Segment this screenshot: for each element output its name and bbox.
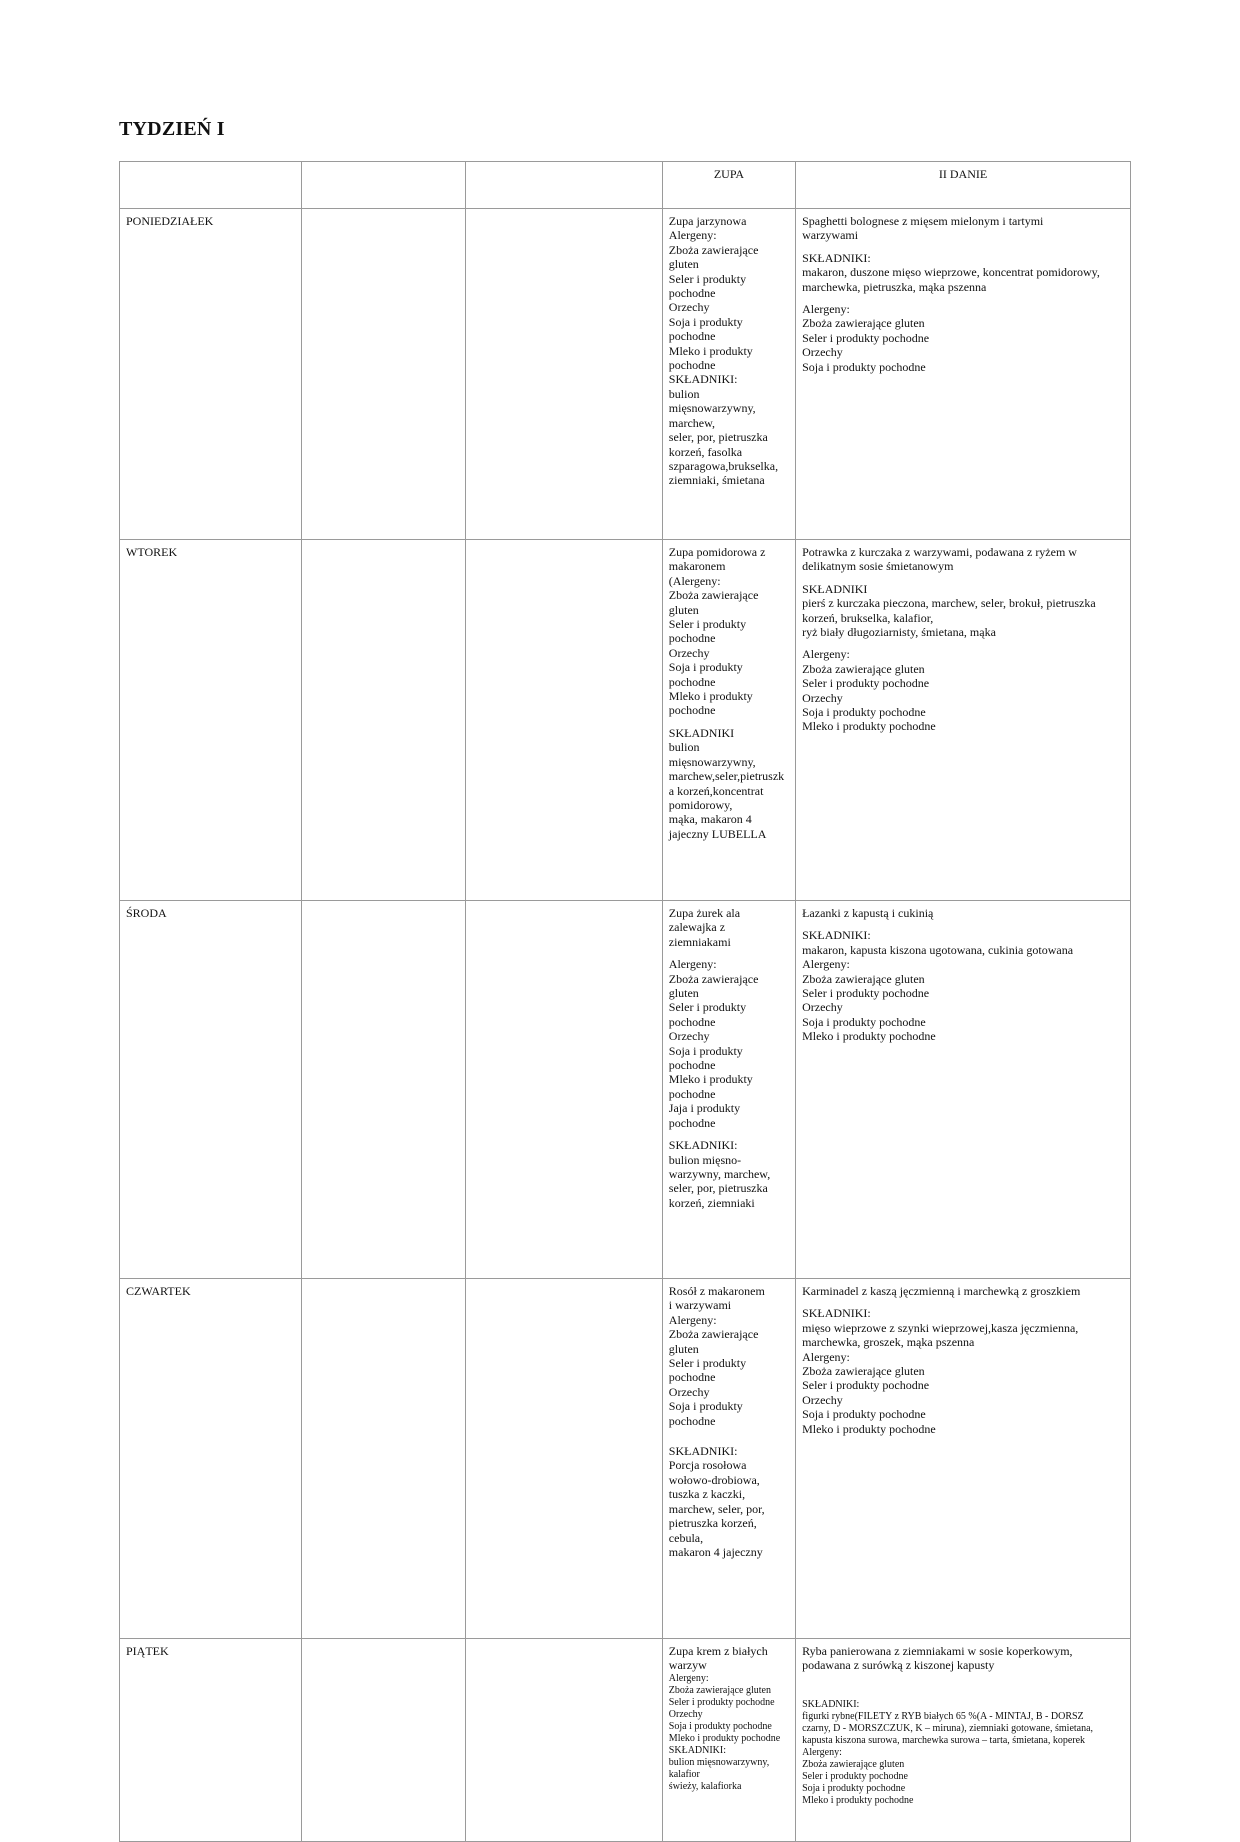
menu-line: Zupa żurek ala xyxy=(668,906,741,920)
menu-line: ziemniaki, śmietana xyxy=(668,473,765,488)
menu-line: marchewka, pietruszka, mąka pszenna xyxy=(802,279,987,294)
menu-line: SKŁADNIKI: xyxy=(802,250,871,265)
menu-line: Seler i produkty pochodne xyxy=(802,1378,930,1393)
spacer xyxy=(802,294,1124,302)
menu-line: warzyw xyxy=(668,1658,707,1673)
menu-line: gluten xyxy=(668,1341,699,1356)
spacer xyxy=(802,574,1124,582)
menu-line: cebula, xyxy=(668,1530,704,1545)
menu-line: pochodne xyxy=(668,674,716,689)
header-cell-ii-danie: II DANIE xyxy=(796,162,1131,209)
menu-line: pochodne xyxy=(668,1058,716,1073)
menu-line: jajeczny LUBELLA xyxy=(668,826,767,841)
menu-line: czarny, D - MORSZCZUK, K – miruna), ziemniaki gotowane, śmietana, xyxy=(802,1722,1094,1734)
menu-line: Karminadel z kaszą jęczmienną i marchewką z groszkiem xyxy=(802,1284,1081,1298)
menu-line: delikatnym sosie śmietanowym xyxy=(802,559,954,574)
table-row xyxy=(120,540,1131,901)
table-row xyxy=(120,901,1131,1279)
menu-line: Orzechy xyxy=(668,1029,710,1044)
menu-line: gluten xyxy=(668,602,699,617)
spacer xyxy=(802,1673,1124,1699)
menu-line: warzywami xyxy=(802,228,859,243)
menu-line: wołowo-drobiowa, xyxy=(668,1472,760,1487)
menu-line: Mleko i produkty xyxy=(668,1072,753,1087)
menu-line: Zboża zawierające gluten xyxy=(802,1364,925,1379)
menu-line: gluten xyxy=(668,986,699,1001)
menu-line: marchewka, groszek, mąka pszenna xyxy=(802,1335,975,1350)
menu-line: Mleko i produkty pochodne xyxy=(668,1732,781,1744)
menu-line: Seler i produkty pochodne xyxy=(802,986,930,1001)
spacer xyxy=(802,639,1124,647)
spacer xyxy=(802,920,1124,928)
menu-line: Zboża zawierające gluten xyxy=(802,661,925,676)
zupa-cell xyxy=(662,901,795,1279)
menu-line: Orzechy xyxy=(668,300,710,315)
empty-cell xyxy=(302,901,465,1279)
menu-line: SKŁADNIKI: xyxy=(668,1744,727,1756)
menu-line: Alergeny: xyxy=(802,302,850,317)
menu-line: Mleko i produkty pochodne xyxy=(802,1421,936,1436)
menu-line: mąka, makaron 4 xyxy=(668,812,752,827)
menu-line: bulion mięsno- xyxy=(668,1152,742,1167)
spacer xyxy=(669,1130,789,1138)
menu-line: marchew, xyxy=(668,415,715,430)
menu-line: Potrawka z kurczaka z warzywami, podawana z ryżem w xyxy=(802,545,1077,559)
menu-line: pochodne xyxy=(668,329,716,344)
menu-line: Mleko i produkty pochodne xyxy=(802,1029,936,1044)
menu-line: szparagowa,brukselka, xyxy=(668,458,779,473)
zupa-cell xyxy=(662,209,795,540)
menu-line: SKŁADNIKI: xyxy=(668,1444,738,1459)
menu-line: bulion xyxy=(668,740,700,755)
menu-line: Spaghetti bolognese z mięsem mielonym i tartymi xyxy=(802,214,1044,228)
menu-line: mięso wieprzowe z szynki wieprzowej,kasza jęczmienna, xyxy=(802,1320,1079,1335)
menu-line: Seler i produkty pochodne xyxy=(802,1770,908,1782)
menu-line: Mleko i produkty xyxy=(668,689,753,704)
menu-line: pochodne xyxy=(668,1086,716,1101)
zupa-cell xyxy=(662,1639,795,1842)
menu-line: Soja i produkty xyxy=(668,1043,743,1058)
menu-line: mięsnowarzywny, xyxy=(668,754,756,769)
menu-line: makaron, kapusta kiszona ugotowana, cukinia gotowana xyxy=(802,942,1074,957)
menu-line: Soja i produkty pochodne xyxy=(802,705,926,720)
day-cell: PONIEDZIAŁEK xyxy=(120,209,302,540)
menu-line: (Alergeny: xyxy=(668,573,721,588)
menu-line: Soja i produkty pochodne xyxy=(802,1014,926,1029)
menu-line: Alergeny: xyxy=(802,1746,842,1758)
menu-line: bulion xyxy=(668,386,700,401)
menu-line: Seler i produkty pochodne xyxy=(802,330,930,345)
menu-line: Orzechy xyxy=(802,690,843,705)
empty-cell xyxy=(465,1639,662,1842)
menu-line: Soja i produkty pochodne xyxy=(668,1720,772,1732)
menu-line: gluten xyxy=(668,257,699,272)
empty-cell xyxy=(465,901,662,1279)
menu-line: korzeń, ziemniaki xyxy=(668,1195,755,1210)
menu-line: ziemniakami xyxy=(668,934,731,949)
menu-line: Orzechy xyxy=(668,645,710,660)
menu-line: makaron, duszone mięso wieprzowe, koncentrat pomidorowy, xyxy=(802,265,1100,280)
menu-line: Seler i produkty xyxy=(668,1356,747,1371)
menu-line: Jaja i produkty xyxy=(668,1101,741,1116)
empty-cell xyxy=(465,1279,662,1639)
day-cell: ŚRODA xyxy=(120,901,302,1279)
menu-line: Soja i produkty xyxy=(668,1399,743,1414)
header-cell-empty-2 xyxy=(465,162,662,209)
menu-line: pochodne xyxy=(668,286,716,301)
menu-line: Seler i produkty xyxy=(668,271,747,286)
day-cell: PIĄTEK xyxy=(120,1639,302,1842)
menu-line: Rosół z makaronem xyxy=(668,1284,765,1298)
menu-line: Alergeny: xyxy=(802,1349,850,1364)
menu-line: marchew, seler, por, xyxy=(668,1501,765,1516)
ii-danie-cell xyxy=(796,901,1131,1279)
menu-line: pochodne xyxy=(668,1413,716,1428)
menu-line: Orzechy xyxy=(802,1392,843,1407)
menu-line: Zboża zawierające gluten xyxy=(668,1684,771,1696)
menu-line: Alergeny: xyxy=(668,957,717,972)
menu-line: Zboża zawierające xyxy=(668,1327,759,1342)
header-row xyxy=(120,162,1131,209)
menu-line: Soja i produkty pochodne xyxy=(802,1782,906,1794)
menu-line: Alergeny: xyxy=(668,1672,709,1684)
menu-line: SKŁADNIKI: xyxy=(802,1698,860,1710)
spacer xyxy=(669,1428,789,1436)
menu-line: korzeń, brukselka, kalafior, xyxy=(802,610,934,625)
ii-danie-cell xyxy=(796,1279,1131,1639)
empty-cell xyxy=(302,209,465,540)
page-title: TYDZIEŃ I xyxy=(119,118,225,140)
menu-line: figurki rybne(FILETY z RYB białych 65 %(A - MINTAJ, B - DORSZ xyxy=(802,1710,1084,1722)
menu-line: Zupa pomidorowa z xyxy=(668,545,766,559)
menu-line: pochodne xyxy=(668,1014,716,1029)
empty-cell xyxy=(465,540,662,901)
weekly-menu-table xyxy=(119,161,1131,1842)
header-cell-zupa: ZUPA xyxy=(662,162,795,209)
menu-line: pochodne xyxy=(668,703,716,718)
menu-line: Ryba panierowana z ziemniakami w sosie koperkowym, xyxy=(802,1644,1073,1658)
menu-line: Zboża zawierające xyxy=(668,971,759,986)
menu-line: Soja i produkty xyxy=(668,660,743,675)
menu-line: bulion mięsnowarzywny, xyxy=(668,1756,770,1768)
menu-line: Zupa krem z białych xyxy=(668,1644,768,1658)
empty-cell xyxy=(302,1639,465,1842)
menu-line: pochodne xyxy=(668,1370,716,1385)
menu-line: Mleko i produkty xyxy=(668,343,753,358)
menu-line: pochodne xyxy=(668,358,716,373)
menu-line: Mleko i produkty pochodne xyxy=(802,719,936,734)
menu-line: pochodne xyxy=(668,1115,716,1130)
menu-line: makaronem xyxy=(668,559,726,574)
menu-line: SKŁADNIKI: xyxy=(668,372,738,387)
header-cell-empty-1 xyxy=(302,162,465,209)
menu-line: Orzechy xyxy=(668,1708,703,1720)
menu-line: makaron 4 jajeczny xyxy=(668,1544,763,1559)
menu-line: Zboża zawierające gluten xyxy=(802,971,925,986)
spacer xyxy=(802,243,1124,251)
menu-line: kapusta kiszona surowa, marchewka surowa – tarta, śmietana, koperek xyxy=(802,1734,1086,1746)
menu-line: Soja i produkty xyxy=(668,314,743,329)
ii-danie-cell xyxy=(796,209,1131,540)
menu-line: SKŁADNIKI: xyxy=(802,928,871,943)
day-cell: WTOREK xyxy=(120,540,302,901)
menu-line: Porcja rosołowa xyxy=(668,1458,747,1473)
menu-line: pietruszka korzeń, xyxy=(668,1516,757,1531)
header-cell-day xyxy=(120,162,302,209)
menu-line: Seler i produkty pochodne xyxy=(802,676,930,691)
menu-line: Soja i produkty pochodne xyxy=(802,1407,926,1422)
menu-line: Orzechy xyxy=(802,1000,843,1015)
menu-line: Łazanki z kapustą i cukinią xyxy=(802,906,934,920)
menu-line: korzeń, fasolka xyxy=(668,444,743,459)
zupa-cell xyxy=(662,1279,795,1639)
spacer xyxy=(669,949,789,957)
menu-line: Zupa jarzynowa xyxy=(668,214,747,228)
menu-line: pomidorowy, xyxy=(668,797,733,812)
menu-line: Alergeny: xyxy=(802,957,850,972)
menu-line: i warzywami xyxy=(668,1298,732,1313)
menu-line: ryż biały długoziarnisty, śmietana, mąka xyxy=(802,625,996,640)
day-cell: CZWARTEK xyxy=(120,1279,302,1639)
menu-line: świeży, kalafiorka xyxy=(668,1780,742,1792)
spacer xyxy=(669,718,789,726)
table-row xyxy=(120,1279,1131,1639)
menu-line: marchew,seler,pietruszk xyxy=(668,769,785,784)
menu-line: SKŁADNIKI: xyxy=(668,1138,738,1153)
menu-line: Seler i produkty xyxy=(668,617,747,632)
menu-line: pierś z kurczaka pieczona, marchew, seler, brokuł, pietruszka xyxy=(802,596,1096,611)
menu-line: SKŁADNIKI xyxy=(802,581,868,596)
empty-cell xyxy=(302,1279,465,1639)
menu-line: pochodne xyxy=(668,631,716,646)
table-row xyxy=(120,209,1131,540)
ii-danie-cell xyxy=(796,1639,1131,1842)
ii-danie-cell xyxy=(796,540,1131,901)
menu-line: zalewajka z xyxy=(668,920,726,935)
menu-line: seler, por, pietruszka xyxy=(668,430,768,445)
menu-line: SKŁADNIKI: xyxy=(802,1306,871,1321)
menu-line: Alergeny: xyxy=(668,1312,717,1327)
menu-line: Zboża zawierające xyxy=(668,242,759,257)
menu-line: Seler i produkty pochodne xyxy=(668,1696,775,1708)
table-row xyxy=(120,1639,1131,1842)
menu-line: mięsnowarzywny, xyxy=(668,401,756,416)
menu-line: SKŁADNIKI xyxy=(668,725,735,740)
menu-line: kalafior xyxy=(668,1768,700,1780)
menu-line: Alergeny: xyxy=(802,647,850,662)
zupa-cell xyxy=(662,540,795,901)
menu-line: warzywny, marchew, xyxy=(668,1166,771,1181)
spacer xyxy=(669,1436,789,1444)
menu-line: a korzeń,koncentrat xyxy=(668,783,764,798)
menu-line: tuszka z kaczki, xyxy=(668,1487,746,1502)
empty-cell xyxy=(302,540,465,901)
spacer xyxy=(802,1298,1124,1306)
empty-cell xyxy=(465,209,662,540)
menu-line: Alergeny: xyxy=(668,228,717,243)
menu-line: Soja i produkty pochodne xyxy=(802,359,926,374)
menu-line: podawana z surówką z kiszonej kapusty xyxy=(802,1658,995,1673)
menu-line: Seler i produkty xyxy=(668,1000,747,1015)
menu-line: Zboża zawierające gluten xyxy=(802,316,925,331)
menu-line: Orzechy xyxy=(802,345,843,360)
menu-line: Zboża zawierające xyxy=(668,588,759,603)
menu-line: seler, por, pietruszka xyxy=(668,1181,768,1196)
menu-table-body xyxy=(120,162,1131,1842)
menu-line: Zboża zawierające gluten xyxy=(802,1758,905,1770)
menu-line: Mleko i produkty pochodne xyxy=(802,1794,914,1806)
menu-line: Orzechy xyxy=(668,1384,710,1399)
